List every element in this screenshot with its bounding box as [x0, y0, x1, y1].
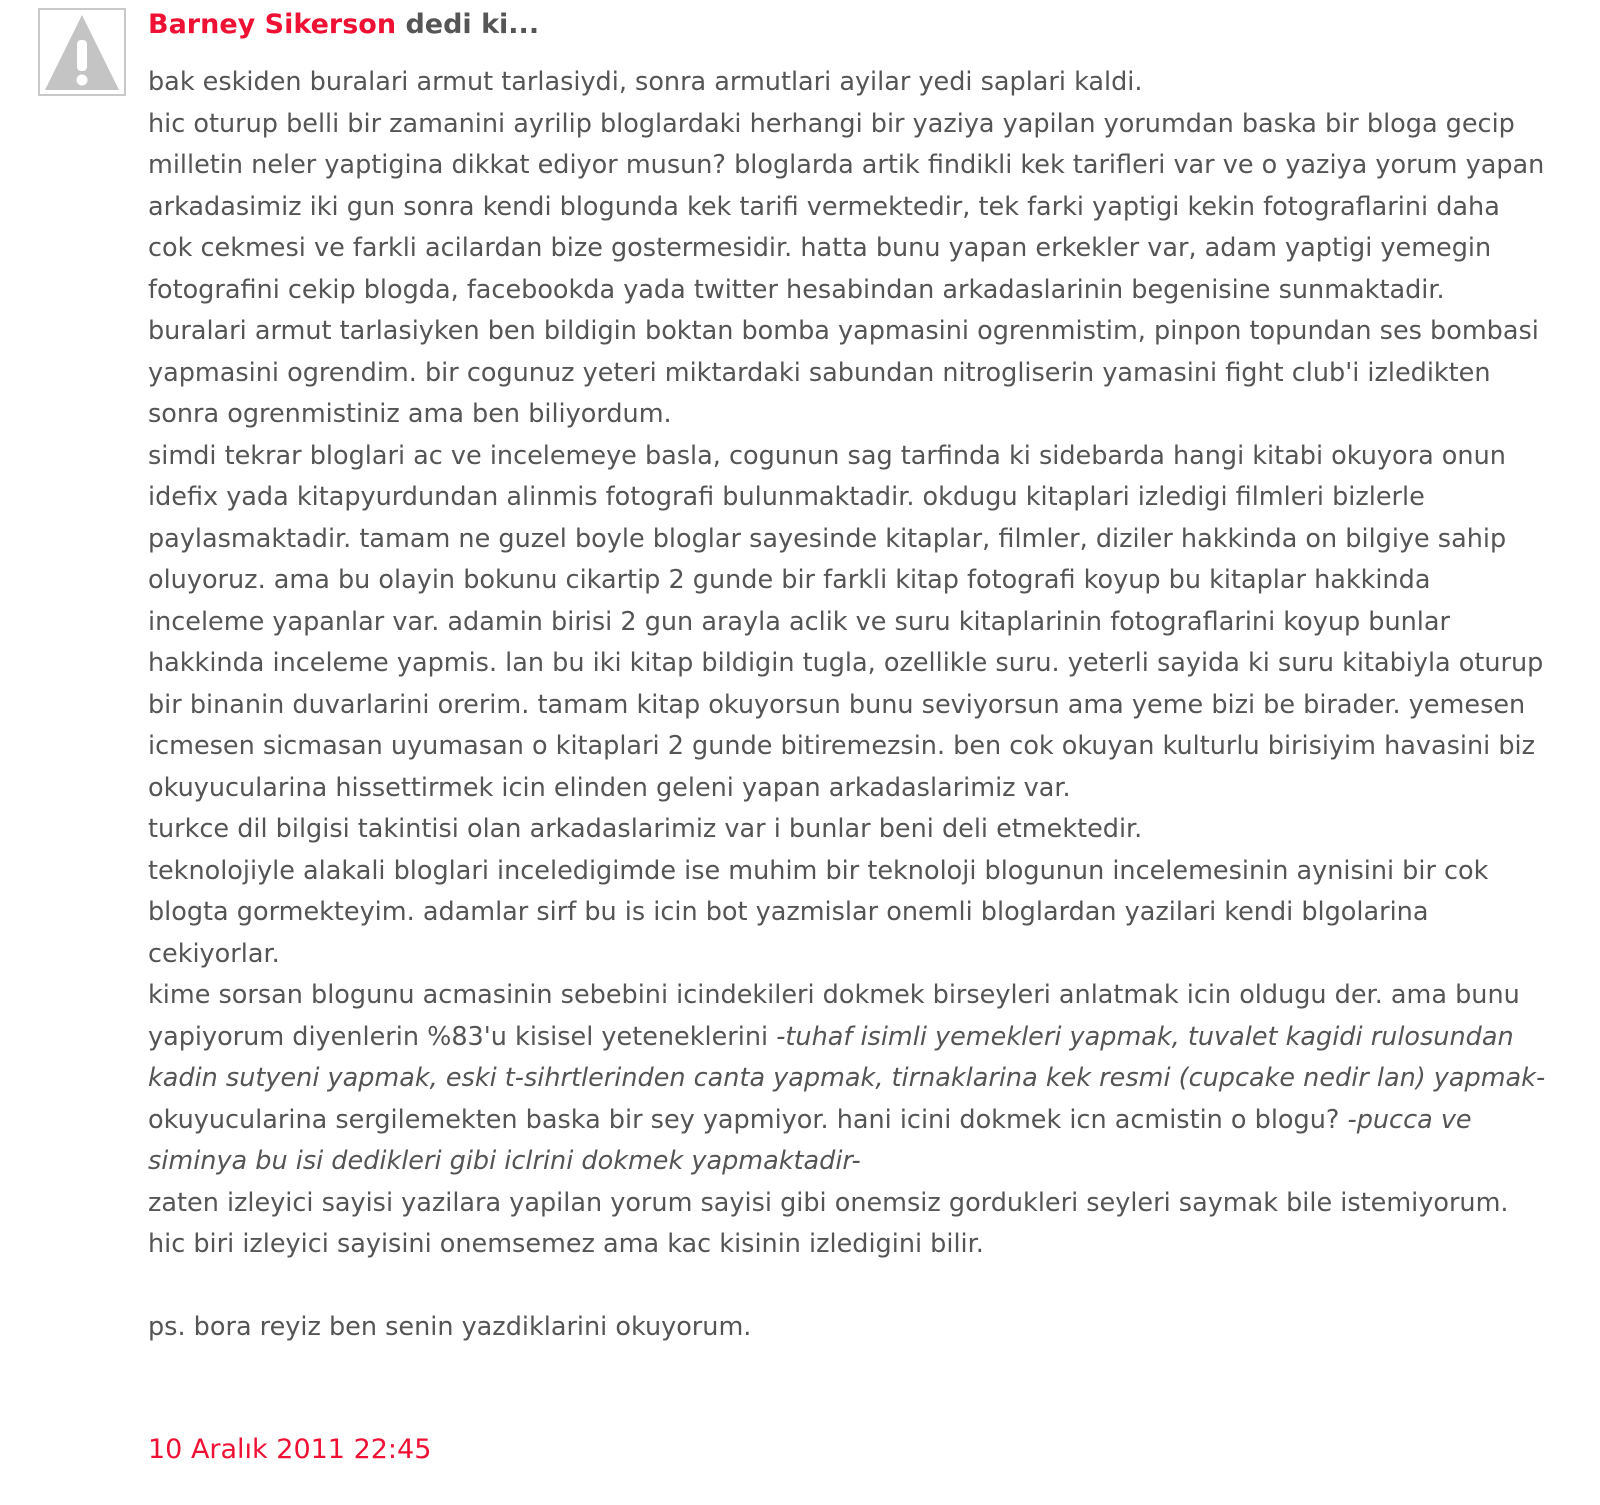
warning-triangle-icon: [40, 10, 124, 94]
comment-paragraph-8: zaten izleyici sayisi yazilara yapilan yorum sayisi gibi onemsiz gordukleri seyleri saymak bile istemiyorum. hic biri izleyici sayisini onemsemez ama kac kisinin izledigini bilir.: [148, 1187, 1509, 1259]
paragraph-7-text-1: kime sorsan blogunu acmasinin sebebini icindekileri dokmek birseyleri anlatmak icin oldugu der. ama bunu yapiyorum diyenlerin %83'u kisisel yeteneklerini: [148, 980, 1520, 1052]
comment-paragraph-ps: ps. bora reyiz ben senin yazdiklarini okuyorum.: [148, 1312, 752, 1342]
comment-header: [148, 6, 539, 44]
says-label: dedi ki...: [405, 9, 540, 40]
paragraph-7-italic-2: -pucca ve siminya bu isi dedikleri gibi iclrini dokmek yapmaktadir-: [148, 1104, 1472, 1176]
author-name-link[interactable]: Barney Sikerson: [148, 9, 397, 40]
paragraph-7-italic-1: -tuhaf isimli yemekleri yapmak, tuvalet kagidi rulosundan kadin sutyeni yapmak, eski t-sihrtlerinden canta yapmak, tirnaklarina kek resmi (cupcake nedir lan) yapmak-: [148, 1021, 1546, 1093]
comment-paragraph-2: hic oturup belli bir zamanini ayrilip bloglardaki herhangi bir yaziya yapilan yorumdan baska bir bloga gecip milletin neler yaptigina dikkat ediyor musun? bloglarda artik findikli kek tarifleri var ve o yaziya yorum yapan arkadasimiz iki gun sonra kendi blogunda kek tarifi vermektedir, tek farki yaptigi kekin fotograflarini daha cok cekmesi ve farkli acilardan bize gostermesidir. hatta bunu yapan erkekler var, adam yaptigi yemegin fotografini cekip blogda, facebookda yada twitter hesabindan arkadaslarinin begenisine sunmaktadir.: [148, 108, 1545, 305]
avatar[interactable]: [38, 8, 126, 96]
comment-paragraph-5: turkce dil bilgisi takintisi olan arkadaslarimiz var i bunlar beni deli etmektedir.: [148, 814, 1143, 844]
comment-paragraph-3: buralari armut tarlasiyken ben bildigin boktan bomba yapmasini ogrenmistim, pinpon topundan ses bombasi yapmasini ogrendim. bir cogunuz yeteri miktardaki sabundan nitrogliserin yamasini fight club'i izledikten sonra ogrenmistiniz ama ben biliyordum.: [148, 316, 1539, 429]
comment-paragraph-4: simdi tekrar bloglari ac ve incelemeye basla, cogunun sag tarfinda ki sidebarda hangi kitabi okuyora onun idefix yada kitapyurdundan alinmis fotografi bulunmaktadir. okdugu kitaplari izledigi filmleri bizlerle paylasmaktadir. tamam ne guzel boyle bloglar sayesinde kitaplar, filmler, diziler hakkinda on bilgiye sahip oluyoruz. ama bu olayin bokunu cikartip 2 gunde bir farkli kitap fotografi koyup bu kitaplar hakkinda inceleme yapanlar var. adamin birisi 2 gun arayla aclik ve suru kitaplarinin fotograflarini koyup bunlar hakkinda inceleme yapmis. lan bu iki kitap bildigin tugla, ozellikle suru. yeterli sayida ki suru kitabiyla oturup bir binanin duvarlarini orerim. tamam kitap okuyorsun bunu seviyorsun ama yeme bizi be birader. yemesen icmesen sicmasan uyumasan o kitaplari 2 gunde bitiremezsin. ben cok okuyan kulturlu birisiyim havasini biz okuyucularina hissettirmek icin elinden geleni yapan arkadaslarimiz var.: [148, 440, 1544, 803]
comment-paragraph-6: teknolojiyle alakali bloglari inceledigimde ise muhim bir teknoloji blogunun incelemesinin aynisini bir cok blogta gormekteyim. adamlar sirf bu is icin bot yazmislar onemli bloglardan yazilari kendi blgolarina cekiyorlar.: [148, 855, 1489, 969]
comment-paragraph-7: [148, 975, 1548, 1183]
comment-paragraph-1: bak eskiden buralari armut tarlasiydi, sonra armutlari ayilar yedi saplari kaldi.: [148, 67, 1143, 97]
paragraph-7-text-2: okuyucularina sergilemekten baska bir sey yapmiyor. hani icini dokmek icn acmistin o blogu?: [148, 1104, 1348, 1135]
comment-timestamp-link[interactable]: 10 Aralık 2011 22:45: [148, 1434, 432, 1465]
comment-body: [148, 62, 1548, 1349]
blank-line: [148, 1266, 1548, 1308]
